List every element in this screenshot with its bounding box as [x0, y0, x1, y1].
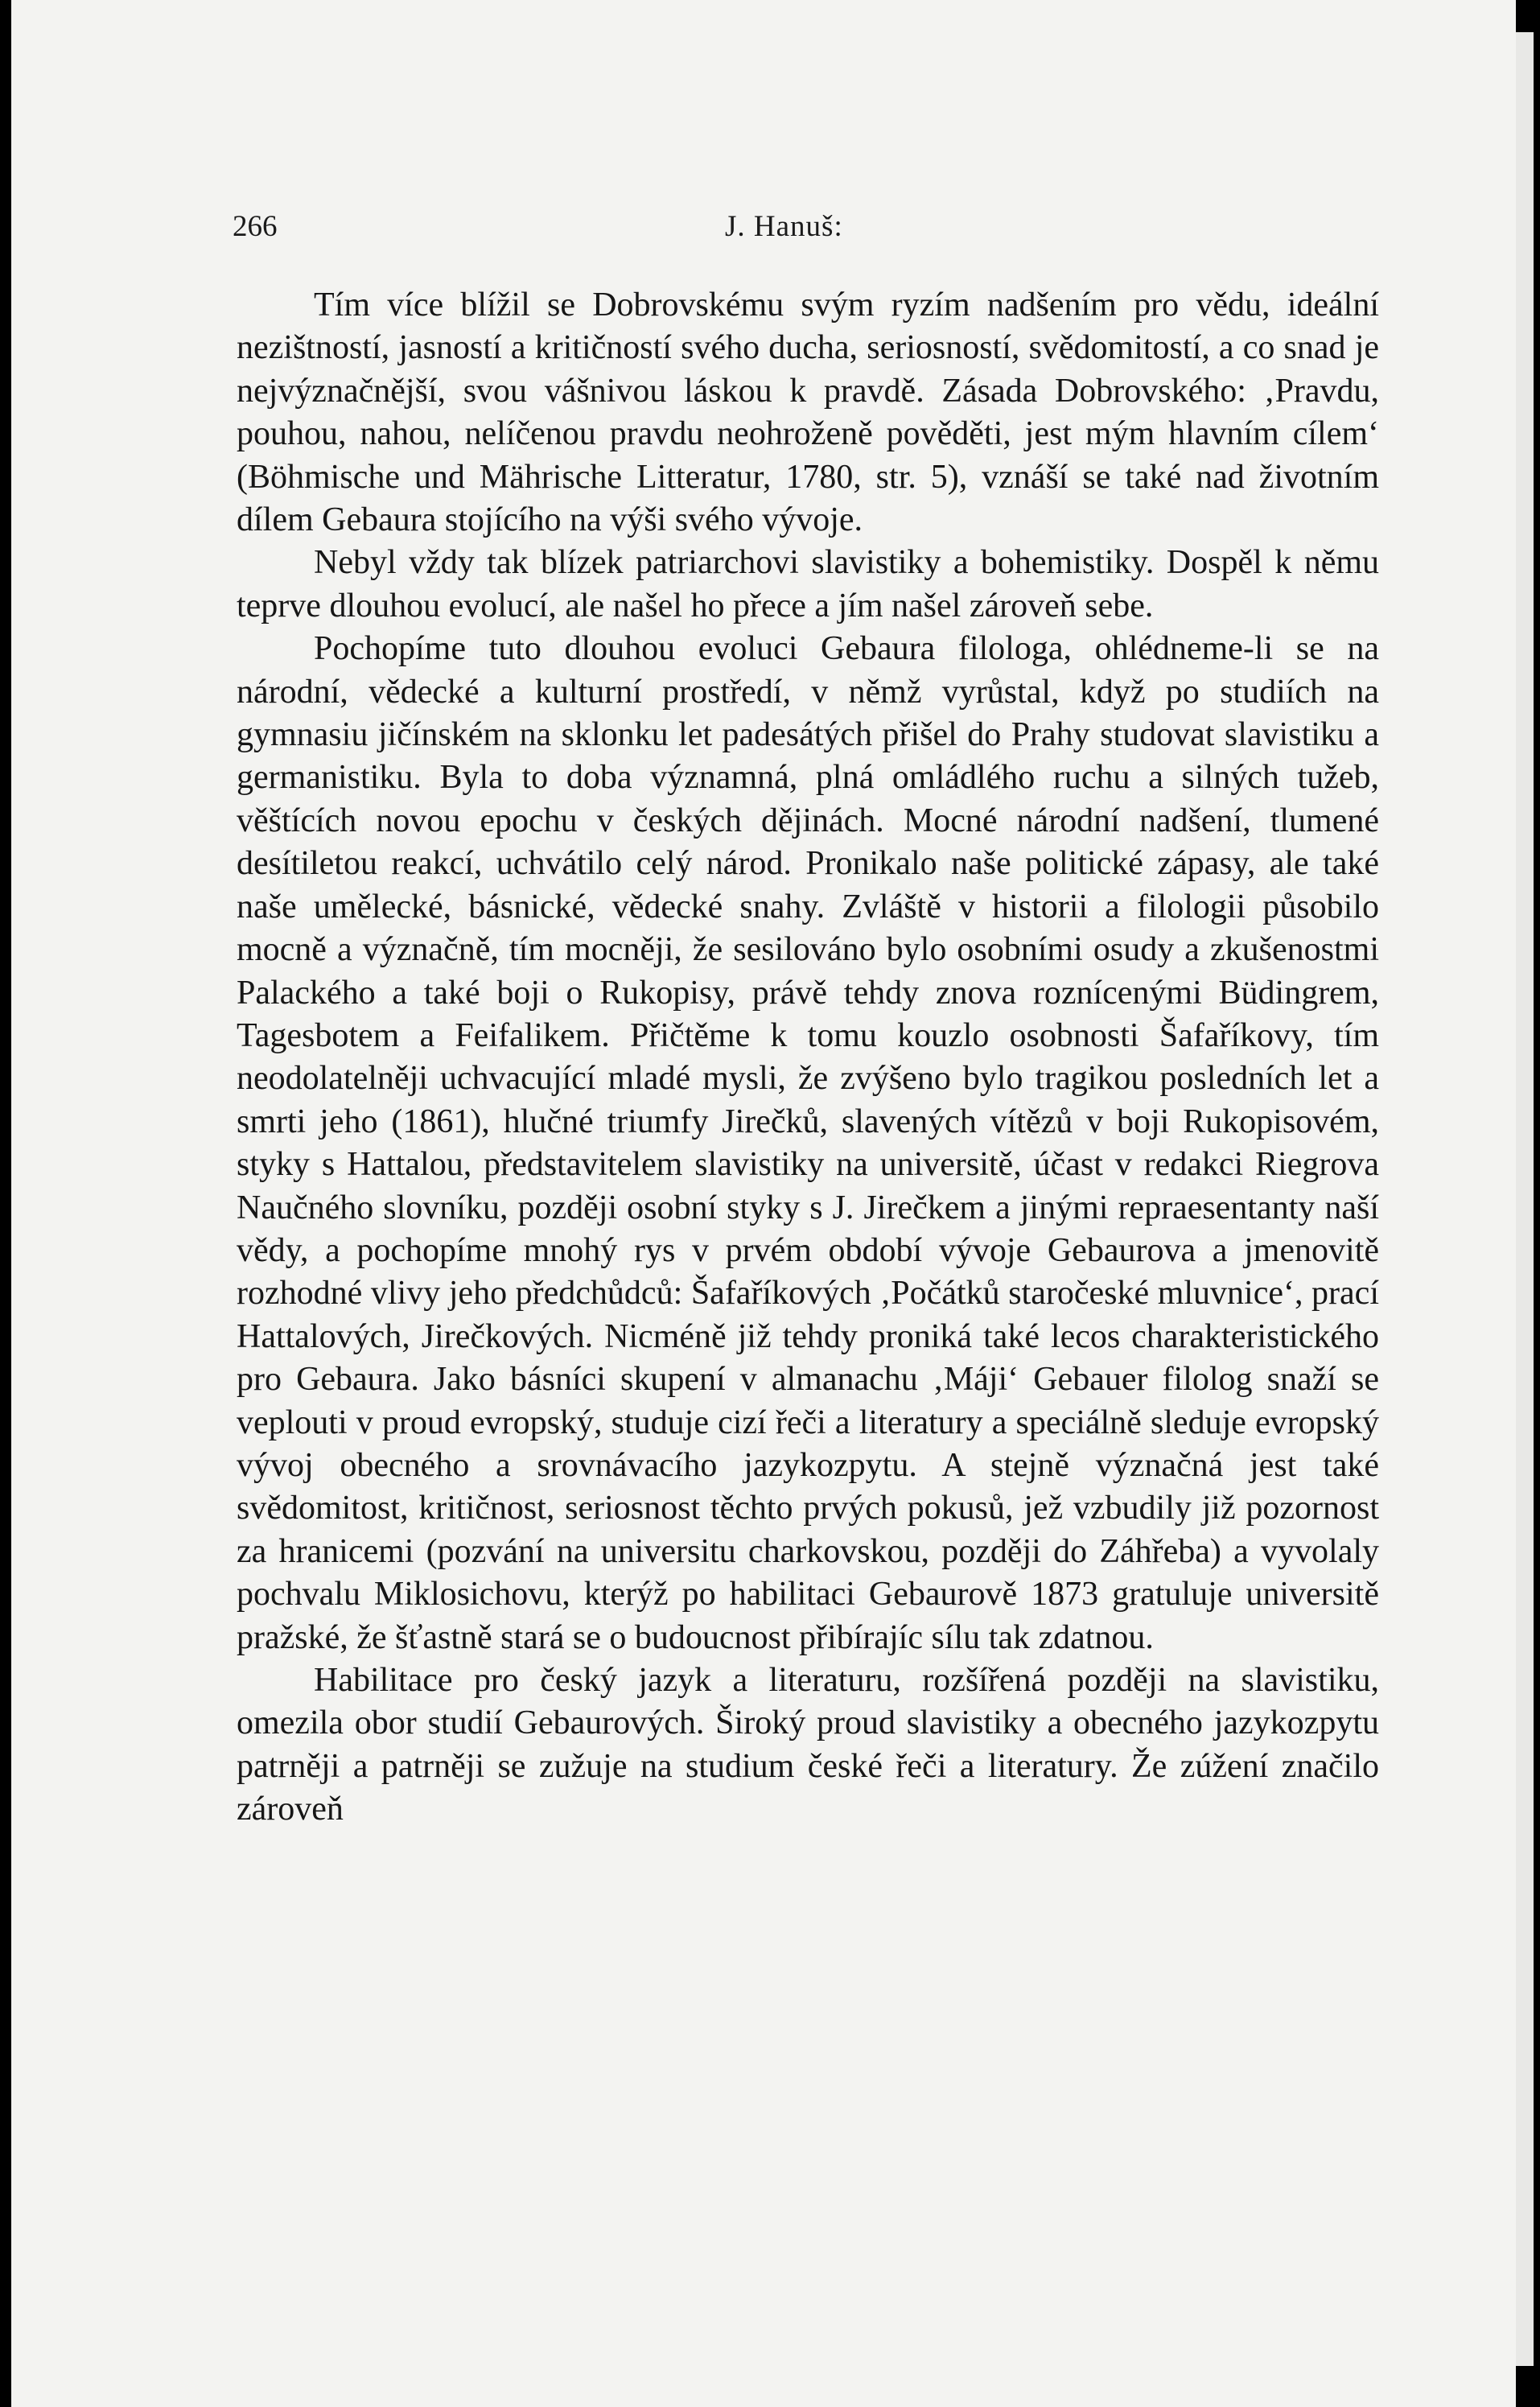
paragraph: Habilitace pro český jazyk a literaturu, rozšířená později na slavistiku, omezila obor studií Gebaurových. Široký proud slavistiky a obecného jazykozpytu patrněji a patrněji se zužuje na studium české řeči a literatury. Že zúžení značilo zároveň [237, 1662, 1379, 1828]
running-head: J. Hanuš: [725, 210, 843, 243]
paragraph: Pochopíme tuto dlouhou evoluci Gebaura filologa, ohlédneme-li se na národní, vědecké a kulturní prostředí, v němž vyrůstal, když po studiích na gymnasiu jičínském na sklonku let padesátých přišel do Prahy studovat slavistiku a germanistiku. Byla to doba významná, plná omládlého ruchu a silných tužeb, věštících novou epochu v českých dějinách. Mocné národní nadšení, tlumené desítiletou reakcí, uchvátilo celý národ. Pronikalo naše politické zápasy, ale také naše umělecké, básnické, vědecké snahy. Zvláště v historii a filologii působilo mocně a význačně, tím mocněji, že sesilováno bylo osobními osudy a zkušenostmi Palackého a také boji o Rukopisy, právě tehdy znova roznícenými Büdingrem, Tagesbotem a Feifalikem. Přičtěme k tomu kouzlo osobnosti Šafaříkovy, tím neodolatelněji uchvacující mladé mysli, že zvýšeno bylo tragikou posledních let a smrti jeho (1861), hlučné triumfy Jirečků, slavených vítězů v boji Rukopisovém, styky s Hattalou, představitelem slavistiky na universitě, účast v redakci Riegrova Naučného slovníku, později osobní styky s J. Jirečkem a jinými repraesentanty naší vědy, a pochopíme mnohý rys v prvém období vývoje Gebaurova a jmenovitě rozhodné vlivy jeho předchůdců: Šafaříkových ‚Počátků staročeské mluvnice‘, prací Hattalových, Jirečkových. Nicméně již tehdy proniká také lecos charakteristického pro Gebaura. Jako básníci skupení v almanachu ‚Máji‘ Gebauer filolog snaží se veplouti v proud evropský, studuje cizí řeči a literatury a speciálně sleduje evropský vývoj obecného a srovnávacího jazykozpytu. A stejně význačná jest také svědomitost, kritičnost, seriosnost těchto prvých pokusů, jež vzbudily již pozornost za hranicemi (pozvání na universitu charkovskou, později do Záhřeba) a vyvolaly pochvalu Miklosichovu, kterýž po habilitaci Gebaurově 1873 gratuluje universitě pražské, že šťastně stará se o budoucnost přibírajíc sílu tak zdatnou. [237, 630, 1379, 1656]
page-header [233, 209, 1383, 258]
body-text [237, 284, 1379, 1832]
paragraph: Tím více blížil se Dobrovskému svým ryzím nadšením pro vědu, ideální nezištností, jasností a kritičností svého ducha, seriosností, svědomitostí, a co snad je nejvýznačnější, svou vášnivou láskou k pravdě. Zásada Dobrovského: ‚Pravdu, pouhou, nahou, nelíčenou pravdu neohroženě pověděti, jest mým hlavním cílem‘ (Böhmische und Mährische Litteratur, 1780, str. 5), vznáší se také nad životním dílem Gebaura stojícího na výši svého vývoje. [237, 286, 1379, 539]
paragraph: Nebyl vždy tak blízek patriarchovi slavistiky a bohemistiky. Dospěl k němu teprve dlouhou evolucí, ale našel ho přece a jím našel zároveň sebe. [237, 544, 1379, 624]
page-edge [1516, 32, 1534, 2366]
page-number: 266 [233, 210, 278, 243]
book-page [11, 0, 1516, 2407]
